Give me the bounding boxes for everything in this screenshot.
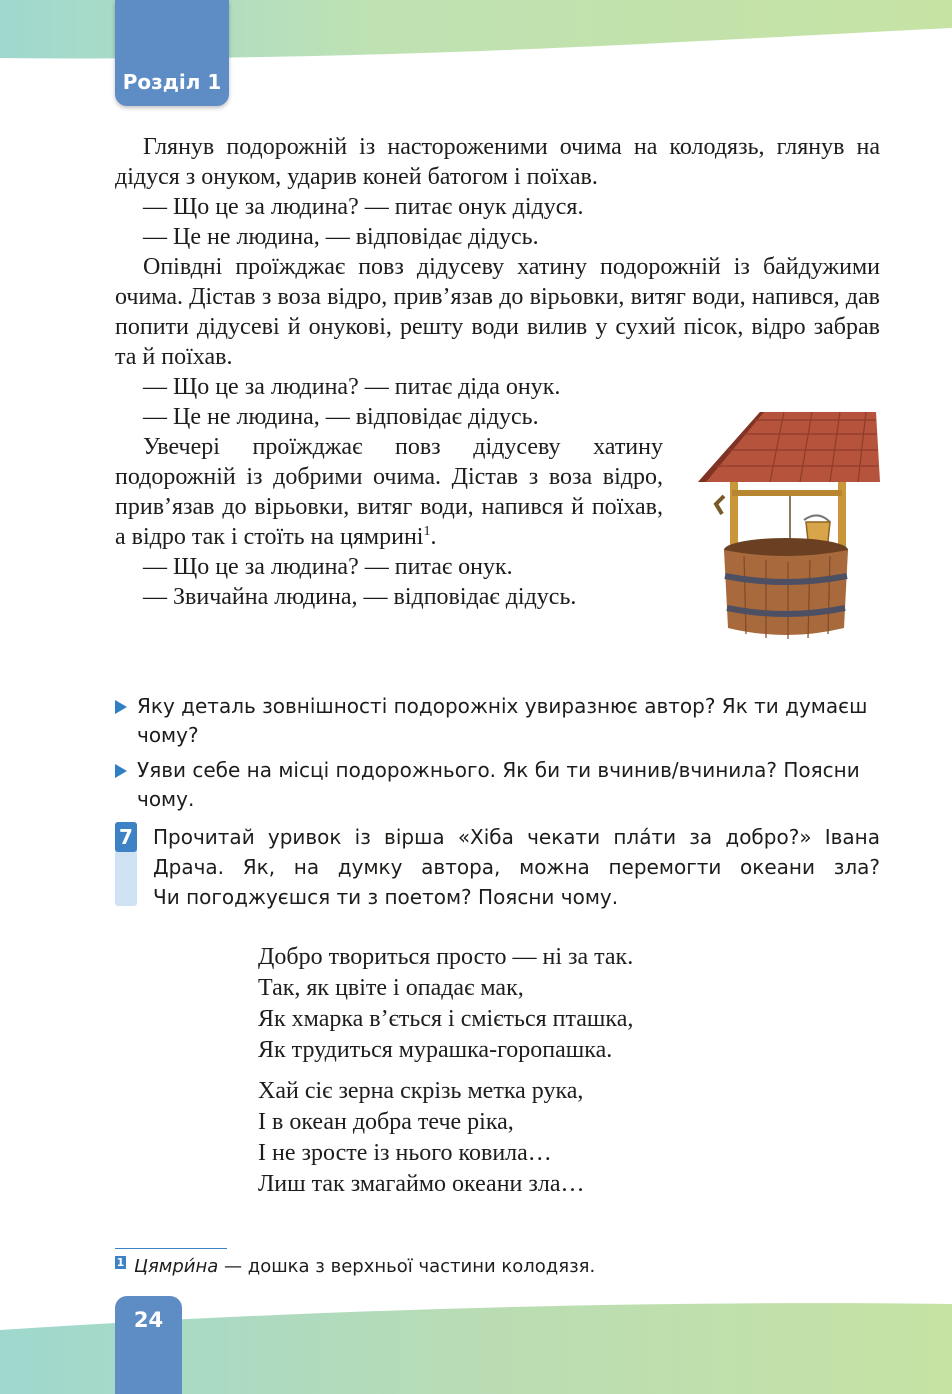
task-line: Драча. Як, на думку автора, можна перемогти океани зла?: [153, 855, 880, 879]
questions-list: [115, 692, 880, 820]
poem-stanza: [258, 942, 633, 1066]
question-text: Яку деталь зовнішності подорожніх увиразнює автор? Як ти думаєш чому?: [137, 694, 868, 747]
poem-line: Як трудиться мурашка-горопашка.: [258, 1037, 613, 1063]
section-label: Розділ 1: [122, 70, 222, 94]
poem-line: І в океан добра тече ріка,: [258, 1109, 514, 1135]
bullet-triangle-icon: [115, 764, 127, 778]
question-item: [115, 692, 880, 750]
poem-line: Добро твориться просто — ні за так.: [258, 944, 634, 970]
poem-line: І не зросте із нього ковила…: [258, 1140, 552, 1166]
story-paragraph-text: Увечері проїжджає повз дідусеву хатину подорожній із добрими очима. Дістав з воза відро, прив’язав до вірьовки, витяг води, напився й поїхав, а відро так і стоїть на цямрині: [115, 434, 663, 550]
dialogue-line: — Що це за людина? — питає онук.: [143, 554, 513, 580]
task-text: [153, 822, 880, 912]
task-line: Прочитай уривок із вірша «Хіба чекати пла́ти за добро?» Івана: [153, 825, 880, 849]
footnote: [115, 1254, 595, 1280]
dialogue-line: — Це не людина, — відповідає дідусь.: [143, 404, 539, 430]
footnote-mark: 1: [116, 1256, 125, 1269]
section-tab: [115, 0, 229, 106]
poem-stanza: [258, 1076, 633, 1200]
footnote-term: Цямри́на: [134, 1256, 219, 1277]
task-block: [115, 822, 880, 912]
task-number: 7: [115, 822, 137, 852]
footnote-reference[interactable]: 1: [423, 524, 431, 539]
poem-line: Як хмарка в’ється і сміється пташка,: [258, 1006, 634, 1032]
dialogue-line: — Це не людина, — відповідає дідусь.: [143, 224, 539, 250]
dialogue-line: — Звичайна людина, — відповідає дідусь.: [143, 584, 577, 610]
story-paragraph: Глянув подорожній із настороженими очима на колодязь, глянув на дідуся з онуком, ударив коней батогом і поїхав.: [115, 134, 880, 190]
poem-line: Так, як цвіте і опадає мак,: [258, 975, 524, 1001]
story-paragraph: Опівдні проїжджає повз дідусеву хатину подорожній із байдужими очима. Дістав з воза відро, прив’язав до вірьовки, витяг води, напився, дав попити дідусеві й онукові, решту води вилив у сухий пісок, відро забрав та й поїхав.: [115, 254, 880, 370]
dialogue-line: — Що це за людина? — питає онук дідуся.: [143, 194, 584, 220]
footnote-divider: [115, 1248, 227, 1249]
poem-line: Хай сіє зерна скрізь метка рука,: [258, 1078, 584, 1104]
story-paragraph: Увечері проїжджає повз дідусеву хатину подорожній із добрими очима. Дістав з воза відро, прив’язав до вірьовки, витяг води, напився й поїхав, а відро так і стоїть на цямрині$^1$.: [115, 434, 663, 550]
task-number-badge: [115, 822, 137, 906]
page-number: 24: [133, 1308, 164, 1332]
poem: [258, 942, 633, 1210]
question-item: [115, 756, 880, 814]
bullet-triangle-icon: [115, 700, 127, 714]
task-line: Чи погоджуєшся ти з поетом? Поясни чому.: [153, 885, 619, 909]
footnote-definition: — дошка з верхньої частини колодязя.: [218, 1256, 596, 1277]
poem-line: Лиш так змагаймо океани зла…: [258, 1171, 585, 1197]
page-number-tab: [115, 1296, 182, 1394]
question-text: Уяви себе на місці подорожнього. Як би ти вчинив/вчинила? Поясни чому.: [137, 758, 860, 811]
well-illustration: [694, 410, 880, 640]
dialogue-line: — Що це за людина? — питає діда онук.: [143, 374, 561, 400]
